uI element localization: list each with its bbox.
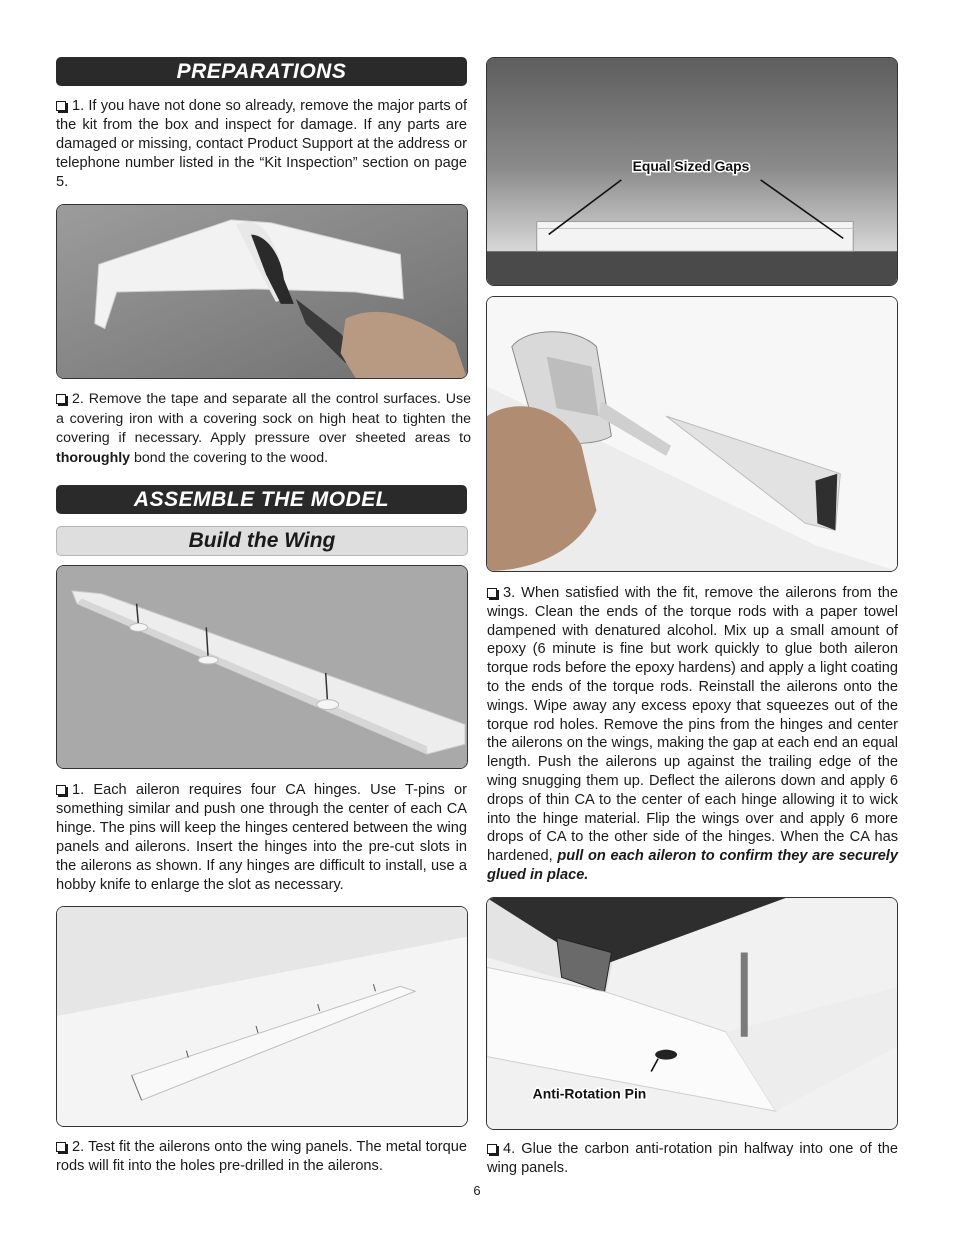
checkbox-icon[interactable] xyxy=(56,785,66,795)
assemble-title: ASSEMBLE THE MODEL xyxy=(133,487,390,511)
photo-apply-ca xyxy=(486,296,898,572)
pin-label: Anti-Rotation Pin xyxy=(532,1085,647,1102)
photo-test-fit-ailerons xyxy=(56,906,468,1127)
wing-step-3-bold: pull on each aileron to confirm they are securely glued in place. xyxy=(487,848,898,883)
prep-step-2-text-b: bond the covering to the wood. xyxy=(130,449,329,466)
prep-step-2-text-a: 2. Remove the tape and separate all the control surfaces. Use a covering iron with a covering sock on high heat to tighten the covering if necessary. Apply pressure over sheeted areas to xyxy=(56,391,471,446)
wing-step-3-text: 3. When satisfied with the fit, remove the ailerons from the wings. Clean the ends of the torque rods with a paper towel dampened with denatured alcohol. Mix up a small amount of epoxy (6 minute is fine but work quickly to glue both aileron torque rods before the epoxy hardens) and apply a light coating to the ends of the torque rods. Reinstall the ailerons onto the wings. Wipe away any excess epoxy that squeezes out of the torque rod holes. Remove the pins from the hinges and center the ailerons on the wings, making the gap at each end an equal length. Push the ailerons up against the trailing edge of the wing snugging them up. Deflect the ailerons down and apply 6 drops of thin CA to the center of each hinge allowing it to wick into the hinge material. Flip the wings over and apply 6 more drops of CA to the other side of the hinges. When the CA has hardened, xyxy=(487,585,898,865)
checkbox-icon[interactable] xyxy=(56,1142,66,1152)
photo-hinges-pins xyxy=(56,565,468,769)
wing-step-1-text: 1. Each aileron requires four CA hinges. Use T-pins or something similar and push one through the center of each CA hinge. The pins will keep the hinges centered between the wing panels and ailerons. Insert the hinges into the pre-cut slots in the ailerons as shown. If any hinges are difficult to install, use a hobby knife to enlarge the slot as necessary. xyxy=(56,782,467,893)
wing-step-3 xyxy=(487,584,898,885)
wing-step-1 xyxy=(56,781,467,895)
prep-step-1 xyxy=(56,97,467,192)
checkbox-icon[interactable] xyxy=(56,394,66,404)
preparations-title: PREPARATIONS xyxy=(176,59,347,83)
build-wing-heading xyxy=(56,526,468,556)
page-number: 6 xyxy=(473,1183,481,1198)
photo-equal-gaps xyxy=(486,57,898,286)
wing-step-4 xyxy=(487,1140,898,1178)
photo-separate-surfaces xyxy=(56,204,468,379)
wing-step-2 xyxy=(56,1138,467,1176)
build-wing-title: Build the Wing xyxy=(188,529,336,552)
checkbox-icon[interactable] xyxy=(56,101,66,111)
gap-label: Equal Sized Gaps xyxy=(632,158,750,174)
preparations-heading xyxy=(56,57,467,86)
prep-step-2-bold: thoroughly xyxy=(56,449,131,466)
photo-anti-rotation-pin xyxy=(486,897,898,1130)
assemble-heading xyxy=(56,485,467,514)
prep-step-2 xyxy=(56,390,471,468)
checkbox-icon[interactable] xyxy=(487,588,497,598)
prep-step-1-text: 1. If you have not done so already, remove the major parts of the kit from the box and inspect for damage. If any parts are damaged or missing, contact Product Support at the address or telephone number listed in the “Kit Inspection” section on page 5. xyxy=(56,98,467,190)
wing-step-2-text: 2. Test fit the ailerons onto the wing panels. The metal torque rods will fit into the holes pre-drilled in the ailerons. xyxy=(56,1139,467,1174)
wing-step-4-text: 4. Glue the carbon anti-rotation pin halfway into one of the wing panels. xyxy=(487,1141,898,1176)
checkbox-icon[interactable] xyxy=(487,1144,497,1154)
